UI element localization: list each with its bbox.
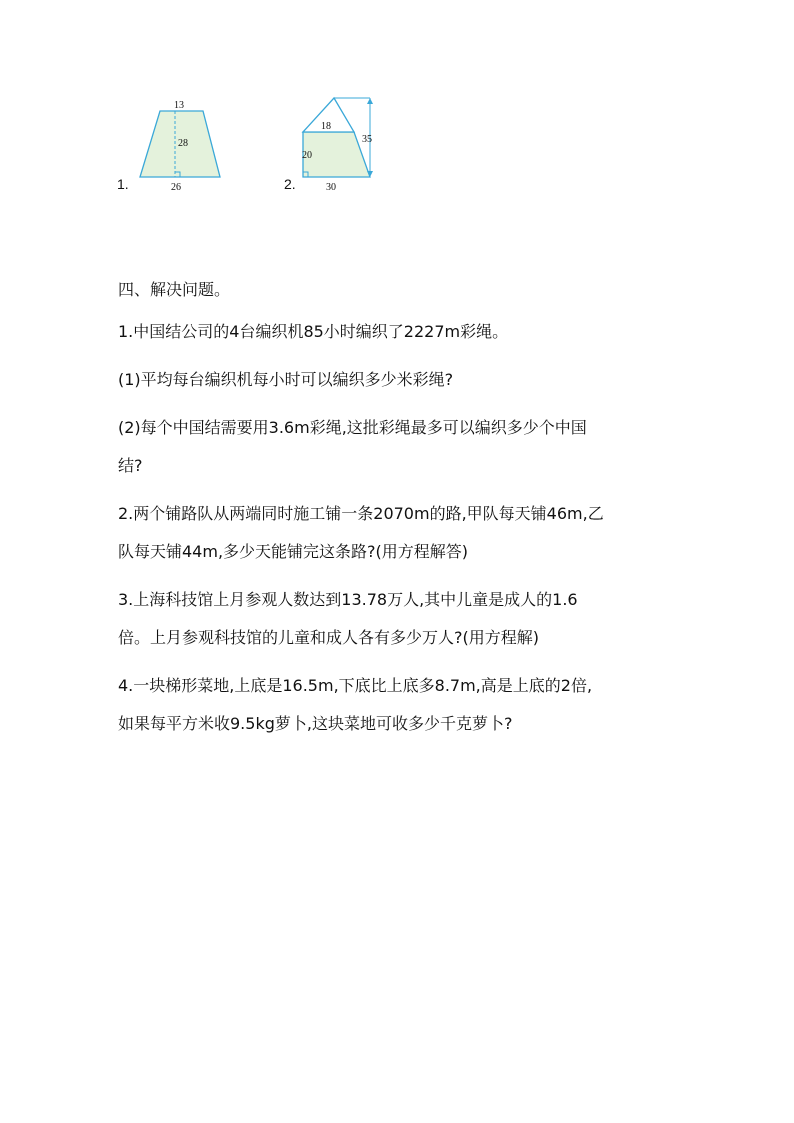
problem-1-part-2-line-2: 结?: [118, 456, 143, 475]
figure-2-height-label: 35: [362, 134, 372, 145]
problem-4-line-1: 4.一块梯形菜地,上底是16.5m,下底比上底多8.7m,高是上底的2倍,: [118, 676, 593, 695]
problem-2-line-2: 队每天铺44m,多少天能铺完这条路?(用方程解答): [118, 542, 469, 561]
problem-1: 1.中国结公司的4台编织机85小时编织了2227m彩绳。: [118, 322, 509, 341]
section-title: 四、解决问题。: [118, 280, 231, 299]
figure-1-bottom-label: 26: [171, 182, 181, 193]
problem-4-line-2: 如果每平方米收9.5kg萝卜,这块菜地可收多少千克萝卜?: [118, 714, 513, 733]
problems-section: [118, 278, 718, 736]
figure-2-left-label: 20: [302, 150, 312, 161]
problem-1-part-1: (1)平均每台编织机每小时可以编织多少米彩绳?: [118, 370, 454, 389]
figure-2-bottom-label: 30: [326, 182, 336, 193]
problem-2-line-1: 2.两个铺路队从两端同时施工铺一条2070m的路,甲队每天铺46m,乙: [118, 504, 604, 523]
problem-3-line-2: 倍。上月参观科技馆的儿童和成人各有多少万人?(用方程解): [118, 628, 539, 647]
figure-2-mid-label: 18: [321, 121, 331, 132]
figure-2-composite: [282, 90, 392, 200]
figure-1-trapezoid: [112, 90, 262, 200]
figures-area: [112, 90, 412, 200]
problem-1-part-2-line-1: (2)每个中国结需要用3.6m彩绳,这批彩绳最多可以编织多少个中国: [118, 418, 587, 437]
figure-1-number: 1.: [117, 176, 129, 192]
figure-1-height-label: 28: [178, 138, 188, 149]
figure-1-top-label: 13: [174, 100, 184, 111]
figure-2-number: 2.: [284, 176, 296, 192]
problem-3-line-1: 3.上海科技馆上月参观人数达到13.78万人,其中儿童是成人的1.6: [118, 590, 578, 609]
